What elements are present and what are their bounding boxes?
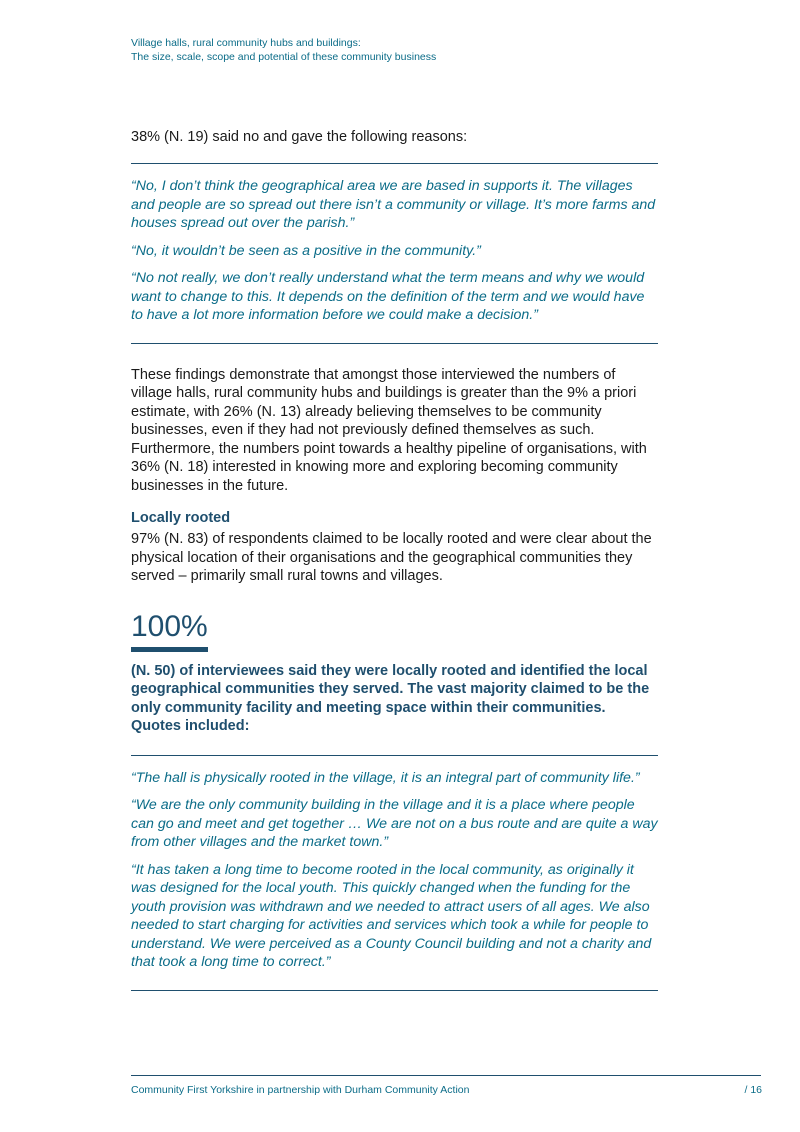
footer-divider — [131, 1075, 761, 1076]
stat-value: 100% — [131, 610, 208, 652]
quote: “No not really, we don’t really understand what the term means and why we would want to change to this. It depends on the definition of the term and we would have to have a lot more information before we could make a decision.” — [131, 270, 645, 323]
quote: “No, I don’t think the geographical area we are based in supports it. The villages and people are so spread out there isn’t a community or village. It’s more farms and houses spread out over the parish.” — [131, 178, 656, 231]
quote: “The hall is physically rooted in the village, it is an integral part of community life.” — [131, 769, 640, 786]
intro-text: 38% (N. 19) said no and gave the following reasons: — [131, 129, 468, 145]
header-line-1: Village halls, rural community hubs and buildings: — [131, 37, 361, 49]
header-line-2: The size, scale, scope and potential of these community business — [131, 51, 437, 63]
locally-rooted-paragraph: 97% (N. 83) of respondents claimed to be locally rooted and were clear about the physical location of their organisations and the geographical communities they served – primarily small rural towns and villages. — [131, 531, 652, 584]
running-header — [131, 36, 691, 64]
quote: “No, it wouldn’t be seen as a positive in the community.” — [131, 242, 481, 259]
quote-block-locally-rooted — [131, 755, 658, 991]
stat-description: (N. 50) of interviewees said they were locally rooted and identified the local geographical communities they served. The vast majority claimed to be the only community facility and meeting space within their communities. Quotes included: — [131, 662, 650, 734]
quote: “It has taken a long time to become rooted in the local community, as originally it was designed for the local youth. This quickly changed when the funding for the youth provision was withdrawn and we needed to attract users of all ages. We also needed to start charging for activities and services which took a while for people to understand. We were perceived as a County Council building and not a charity and that took a long time to correct.” — [131, 861, 652, 970]
findings-paragraph: These findings demonstrate that amongst those interviewed the numbers of village halls, rural community hubs and buildings is greater than the 9% a priori estimate, with 26% (N. 13) already believing themselves to be community businesses, even if they had not previously defined themselves as such. Furthermore, the numbers point towards a healthy pipeline of organisations, with 36% (N. 18) interested in knowing more and exploring becoming community businesses in the future. — [131, 366, 647, 494]
footer-credit: Community First Yorkshire in partnership with Durham Community Action — [131, 1084, 470, 1096]
quote-block-no-reasons — [131, 163, 658, 344]
quote: “We are the only community building in the village and it is a place where people can go and meet and get together … We are not on a bus route and are quite a way from other villages and the market town.” — [131, 797, 658, 850]
page-number: / 16 — [744, 1084, 762, 1096]
locally-rooted-heading: Locally rooted — [131, 510, 231, 526]
main-content — [131, 128, 658, 991]
